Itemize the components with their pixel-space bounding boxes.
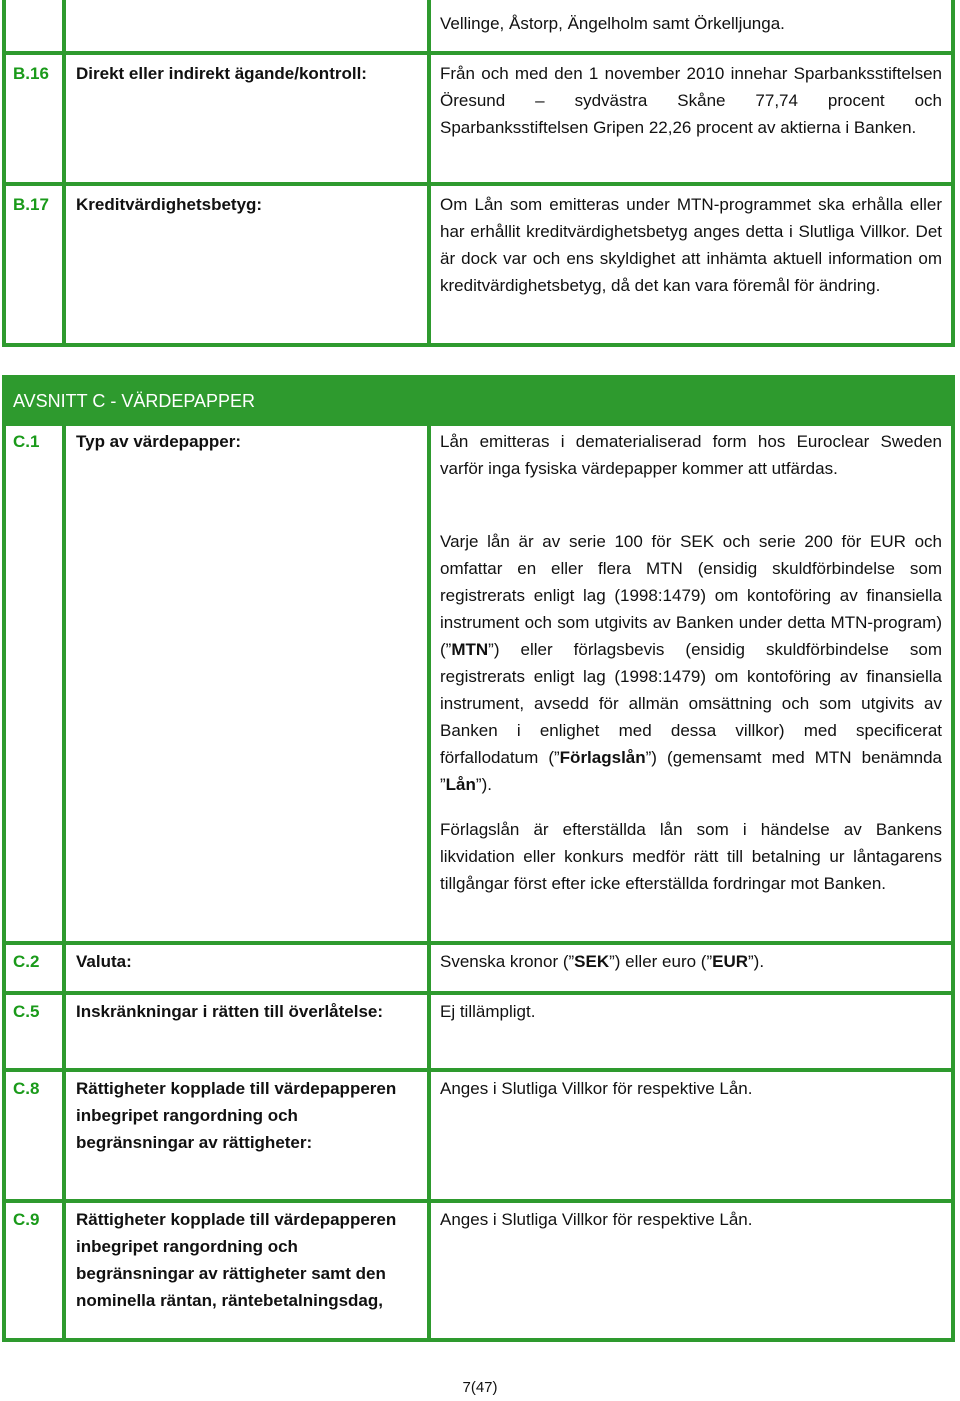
b16-number: B.16 <box>13 64 49 83</box>
section-c-title: AVSNITT C - VÄRDEPAPPER <box>13 391 256 411</box>
sek-term: SEK <box>574 952 610 971</box>
b17-value: Om Lån som emitteras under MTN-programmet ska erhålla eller har erhållit kreditvärdighetsbetyg anges detta i Slutliga Villkor. Det är dock var och ens skyldighet att inhämta aktuell information om kreditvärdighetsbetyg, då det kan vara föremål för ändring. <box>440 195 942 295</box>
b16-label: Direkt eller indirekt ägande/kontroll: <box>76 64 367 83</box>
c1-paragraph-2: Varje lån är av serie 100 för SEK och serie 200 för EUR och omfattar en eller flera MTN (ensidig skuldförbindelse som registrerats enligt lag (1998:1479) om kontoföring av finansiella instrument och som utgivits av Banken under detta MTN-program) (”MTN”) eller förlagsbevis (ensidig skuldförbindelse som registrerats enligt lag (1998:1479) om kontoföring av finansiella instrument, avsedd för allmän omsättning och som utgivits av Banken i enlighet med dessa villkor) med specificerat förfallodatum (”Förlagslån”) (gemensamt med MTN benämnda ”Lån”). <box>440 532 942 794</box>
c2-label: Valuta: <box>76 952 132 971</box>
b17-number: B.17 <box>13 195 49 214</box>
c1-value <box>440 428 942 482</box>
b-row0-value: Vellinge, Åstorp, Ängelholm samt Örkelljunga. <box>440 14 785 33</box>
c1-label: Typ av värdepapper: <box>76 432 242 451</box>
c1-number: C.1 <box>13 432 40 451</box>
mtn-term: MTN <box>451 640 489 659</box>
c8-value: Anges i Slutliga Villkor för respektive Lån. <box>440 1079 753 1098</box>
c2-value: Svenska kronor (”SEK”) eller euro (”EUR”). <box>440 952 765 971</box>
c5-number: C.5 <box>13 1002 40 1021</box>
c8-label: Rättigheter kopplade till värdepapperen inbegripet rangordning och begränsningar av rättigheter: <box>76 1079 397 1152</box>
c9-value: Anges i Slutliga Villkor för respektive Lån. <box>440 1210 753 1229</box>
c5-value: Ej tillämpligt. <box>440 1002 536 1021</box>
c9-label: Rättigheter kopplade till värdepapperen inbegripet rangordning och begränsningar av rättigheter samt den nominella räntan, räntebetalningsdag, <box>76 1210 397 1310</box>
c2-number: C.2 <box>13 952 40 971</box>
c1-paragraph-1: Lån emitteras i dematerialiserad form hos Euroclear Sweden varför inga fysiska värdepapper kommer att utfärdas. <box>440 432 942 478</box>
lan-term: Lån <box>445 775 476 794</box>
b16-value: Från och med den 1 november 2010 innehar Sparbanksstiftelsen Öresund – sydvästra Skåne 77,74 procent och Sparbanksstiftelsen Gripen 22,26 procent av aktierna i Banken. <box>440 64 942 137</box>
c9-number: C.9 <box>13 1210 40 1229</box>
c8-number: C.8 <box>13 1079 40 1098</box>
c1-paragraph-3: Förlagslån är efterställda lån som i händelse av Bankens likvidation eller konkurs medför rätt till betalning ur låntagarens tillgångar först efter icke efterställda fordringar mot Banken. <box>440 820 942 893</box>
b17-label: Kreditvärdighetsbetyg: <box>76 195 263 214</box>
forlagslan-term: Förlagslån <box>559 748 646 767</box>
page-number: 7(47) <box>462 1379 498 1396</box>
c5-label: Inskränkningar i rätten till överlåtelse: <box>76 1002 384 1021</box>
eur-term: EUR <box>712 952 749 971</box>
